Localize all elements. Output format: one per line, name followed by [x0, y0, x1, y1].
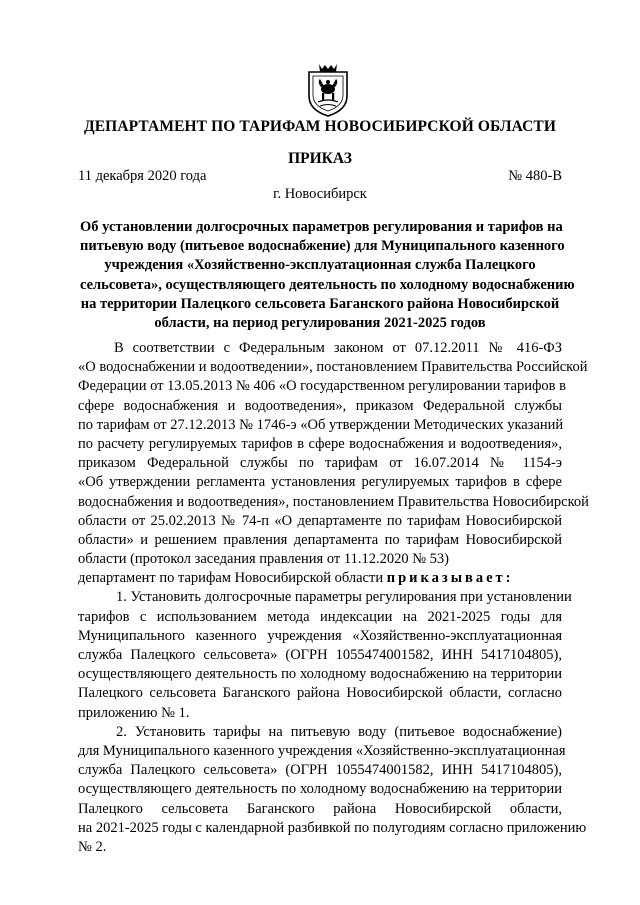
decree-line — [78, 569, 562, 588]
document-body — [78, 339, 589, 857]
document-city: г. Новосибирск — [273, 186, 367, 202]
preamble-line: Федерации от 13.05.2013 № 406 «О государственном регулировании тарифов в — [78, 378, 566, 395]
subject-line: на территории Палецкого сельсовета Баганского района Новосибирской — [80, 295, 560, 312]
preamble-line: области» и решением правления департамента по тарифам Новосибирской — [78, 531, 562, 548]
item-1-line: служба Палецкого сельсовета» (ОГРН 1055474001582, ИНН 5417104805), — [78, 647, 562, 663]
preamble-line: В соответствии с Федеральным законом от 07.12.2011 № 416-ФЗ — [114, 340, 562, 356]
item-2-line: осуществляющего деятельность по холодному водоснабжению на территории — [78, 781, 562, 798]
preamble-line: по тарифам от 27.12.2013 № 1746-э «Об утверждении Методических указаний — [78, 416, 564, 433]
item-1-line: 1. Установить долгосрочные параметры регулирования при установлении — [116, 589, 572, 606]
decree-keyword: приказывает: — [386, 570, 514, 587]
item-2-line: на 2021-2025 годы с календарной разбивкой по полугодиям согласно приложению — [78, 819, 587, 836]
subject-line: Об установлении долгосрочных параметров регулирования и тарифов на — [80, 219, 563, 235]
document-type: ПРИКАЗ — [288, 150, 352, 167]
preamble-line: сфере водоснабжения и водоотведения», приказом Федеральной службы — [78, 397, 562, 414]
subject-line: сельсовета», осуществляющего деятельность по холодному водоснабжению — [80, 276, 575, 293]
item-2-line: служба Палецкого сельсовета» (ОГРН 1055474001582, ИНН 5417104805), — [78, 762, 562, 779]
preamble-line: приказом Федеральной службы по тарифам от 16.07.2014 № 1154-э — [78, 455, 562, 472]
preamble-line: водоснабжения и водоотведения», постановлением Правительства Новосибирской — [78, 493, 589, 510]
preamble-line: «О водоснабжении и водоотведении», постановлением Правительства Российской — [78, 359, 588, 376]
preamble-line: области от 25.02.2013 № 74-п «О департаменте по тарифам Новосибирской — [78, 512, 562, 529]
item-1-line: осуществляющего деятельность по холодному водоснабжению на территории — [78, 666, 562, 683]
decree-prefix: департамент по тарифам Новосибирской области — [78, 570, 387, 587]
subject-line: питьевую воду (питьевое водоснабжение) для Муниципального казенного — [80, 238, 565, 255]
item-2-line: для Муниципального казенного учреждения «Хозяйственно-эксплуатационная — [78, 742, 566, 759]
department-name: ДЕПАРТАМЕНТ ПО ТАРИФАМ НОВОСИБИРСКОЙ ОБЛАСТИ — [83, 118, 557, 135]
item-2-line: Палецкого сельсовета Баганского района Новосибирской области, — [78, 800, 562, 817]
document-subject — [80, 218, 575, 333]
preamble-line: по расчету регулируемых тарифов в сфере водоснабжения и водоотведения», — [78, 435, 562, 452]
item-1-line: Палецкого сельсовета Баганского района Новосибирской области, согласно — [78, 685, 562, 702]
document-date: 11 декабря 2020 года — [78, 168, 207, 184]
item-1-line: тарифов с использованием метода индексации на 2021-2025 годы для — [78, 608, 562, 625]
subject-line: учреждения «Хозяйственно-эксплуатационная служба Палецкого — [104, 257, 536, 274]
coat-of-arms-icon — [305, 62, 351, 118]
item-2-line: 2. Установить тарифы на питьевую воду (питьевое водоснабжение) — [116, 723, 562, 740]
item-1-line: приложению № 1. — [78, 704, 190, 721]
preamble-line: области (протокол заседания правления от 11.12.2020 № 53) — [78, 551, 449, 568]
preamble-line: «Об утверждении регламента установления регулируемых тарифов в сфере — [78, 474, 562, 491]
document-number: № 480-В — [508, 168, 562, 184]
subject-line: области, на период регулирования 2021-2025 годов — [154, 315, 486, 332]
item-2-line: № 2. — [78, 838, 107, 855]
item-1-line: Муниципального казенного учреждения «Хозяйственно-эксплуатационная — [78, 627, 562, 644]
